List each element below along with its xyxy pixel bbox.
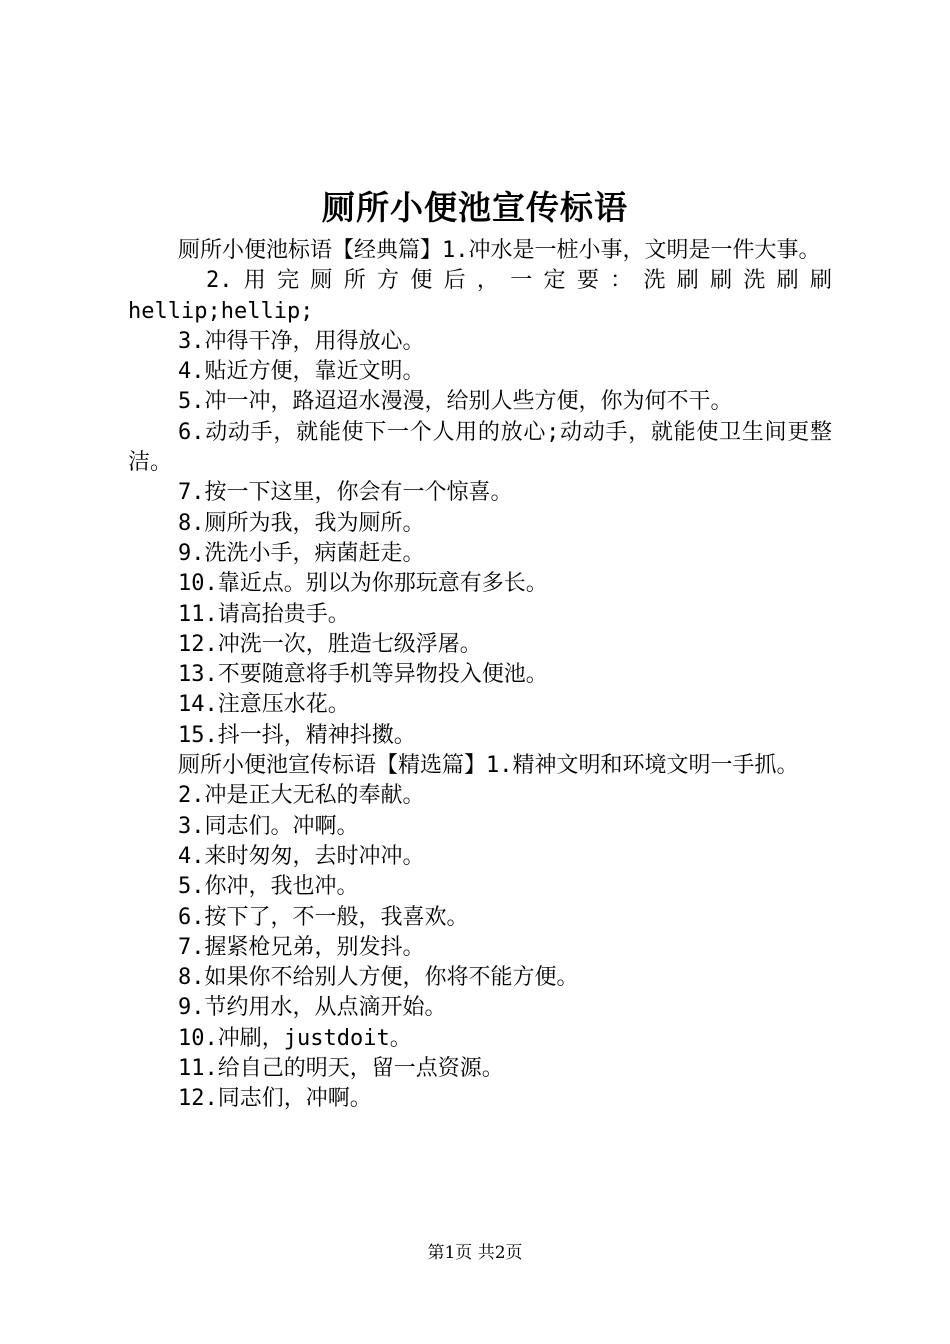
paragraph: 12.冲洗一次，胜造七级浮屠。: [178, 631, 482, 657]
paragraph: 14.注意压水花。: [178, 692, 350, 718]
paragraph: 11.请高抬贵手。: [178, 601, 350, 627]
paragraph: 厕所小便池宣传标语【精选篇】1.精神文明和环境文明一手抓。: [178, 753, 799, 779]
paragraph: 8.厕所为我，我为厕所。: [178, 510, 425, 536]
document-title: 厕所小便池宣传标语: [322, 188, 628, 227]
paragraph: 9.节约用水，从点滴开始。: [178, 995, 447, 1021]
paragraph: 2.冲是正大无私的奉献。: [178, 783, 425, 809]
paragraph: 厕所小便池标语【经典篇】1.冲水是一桩小事，文明是一件大事。: [178, 238, 821, 263]
paragraph: 3.同志们。冲啊。: [178, 813, 359, 839]
paragraph: 5.你冲，我也冲。: [178, 874, 359, 900]
paragraph: 5.冲一冲，路迢迢水漫漫，给别人些方便，你为何不干。: [178, 389, 733, 415]
paragraph: 12.同志们，冲啊。: [178, 1086, 372, 1112]
paragraph: 4.来时匆匆，去时冲冲。: [178, 843, 425, 869]
paragraph: 7.按一下这里，你会有一个惊喜。: [178, 480, 513, 506]
paragraph: 6.动动手，就能使下一个人用的放心;动动手，就能使卫生间更整洁。: [128, 419, 832, 476]
paragraph: 3.冲得干净，用得放心。: [178, 328, 425, 354]
paragraph: 8.如果你不给别人方便，你将不能方便。: [178, 965, 579, 991]
paragraph: 6.按下了，不一般，我喜欢。: [178, 904, 469, 930]
paragraph: 10.冲刷，justdoit。: [178, 1025, 412, 1051]
paragraph: 9.洗洗小手，病菌赶走。: [178, 540, 425, 566]
paragraph: hellip;hellip;: [128, 298, 314, 324]
paragraph: 4.贴近方便，靠近文明。: [178, 359, 425, 385]
paragraph: 13.不要随意将手机等异物投入便池。: [178, 662, 548, 688]
paragraph: 2.用完厕所方便后，一定要：洗刷刷洗刷刷: [206, 268, 832, 294]
document-body: [128, 236, 832, 1115]
paragraph: 15.抖一抖，精神抖擞。: [178, 722, 416, 748]
page-footer: 第1页 共2页: [427, 1243, 523, 1263]
paragraph: 11.给自己的明天，留一点资源。: [178, 1056, 504, 1082]
paragraph: 10.靠近点。别以为你那玩意有多长。: [178, 571, 548, 597]
paragraph: 7.握紧枪兄弟，别发抖。: [178, 934, 425, 960]
